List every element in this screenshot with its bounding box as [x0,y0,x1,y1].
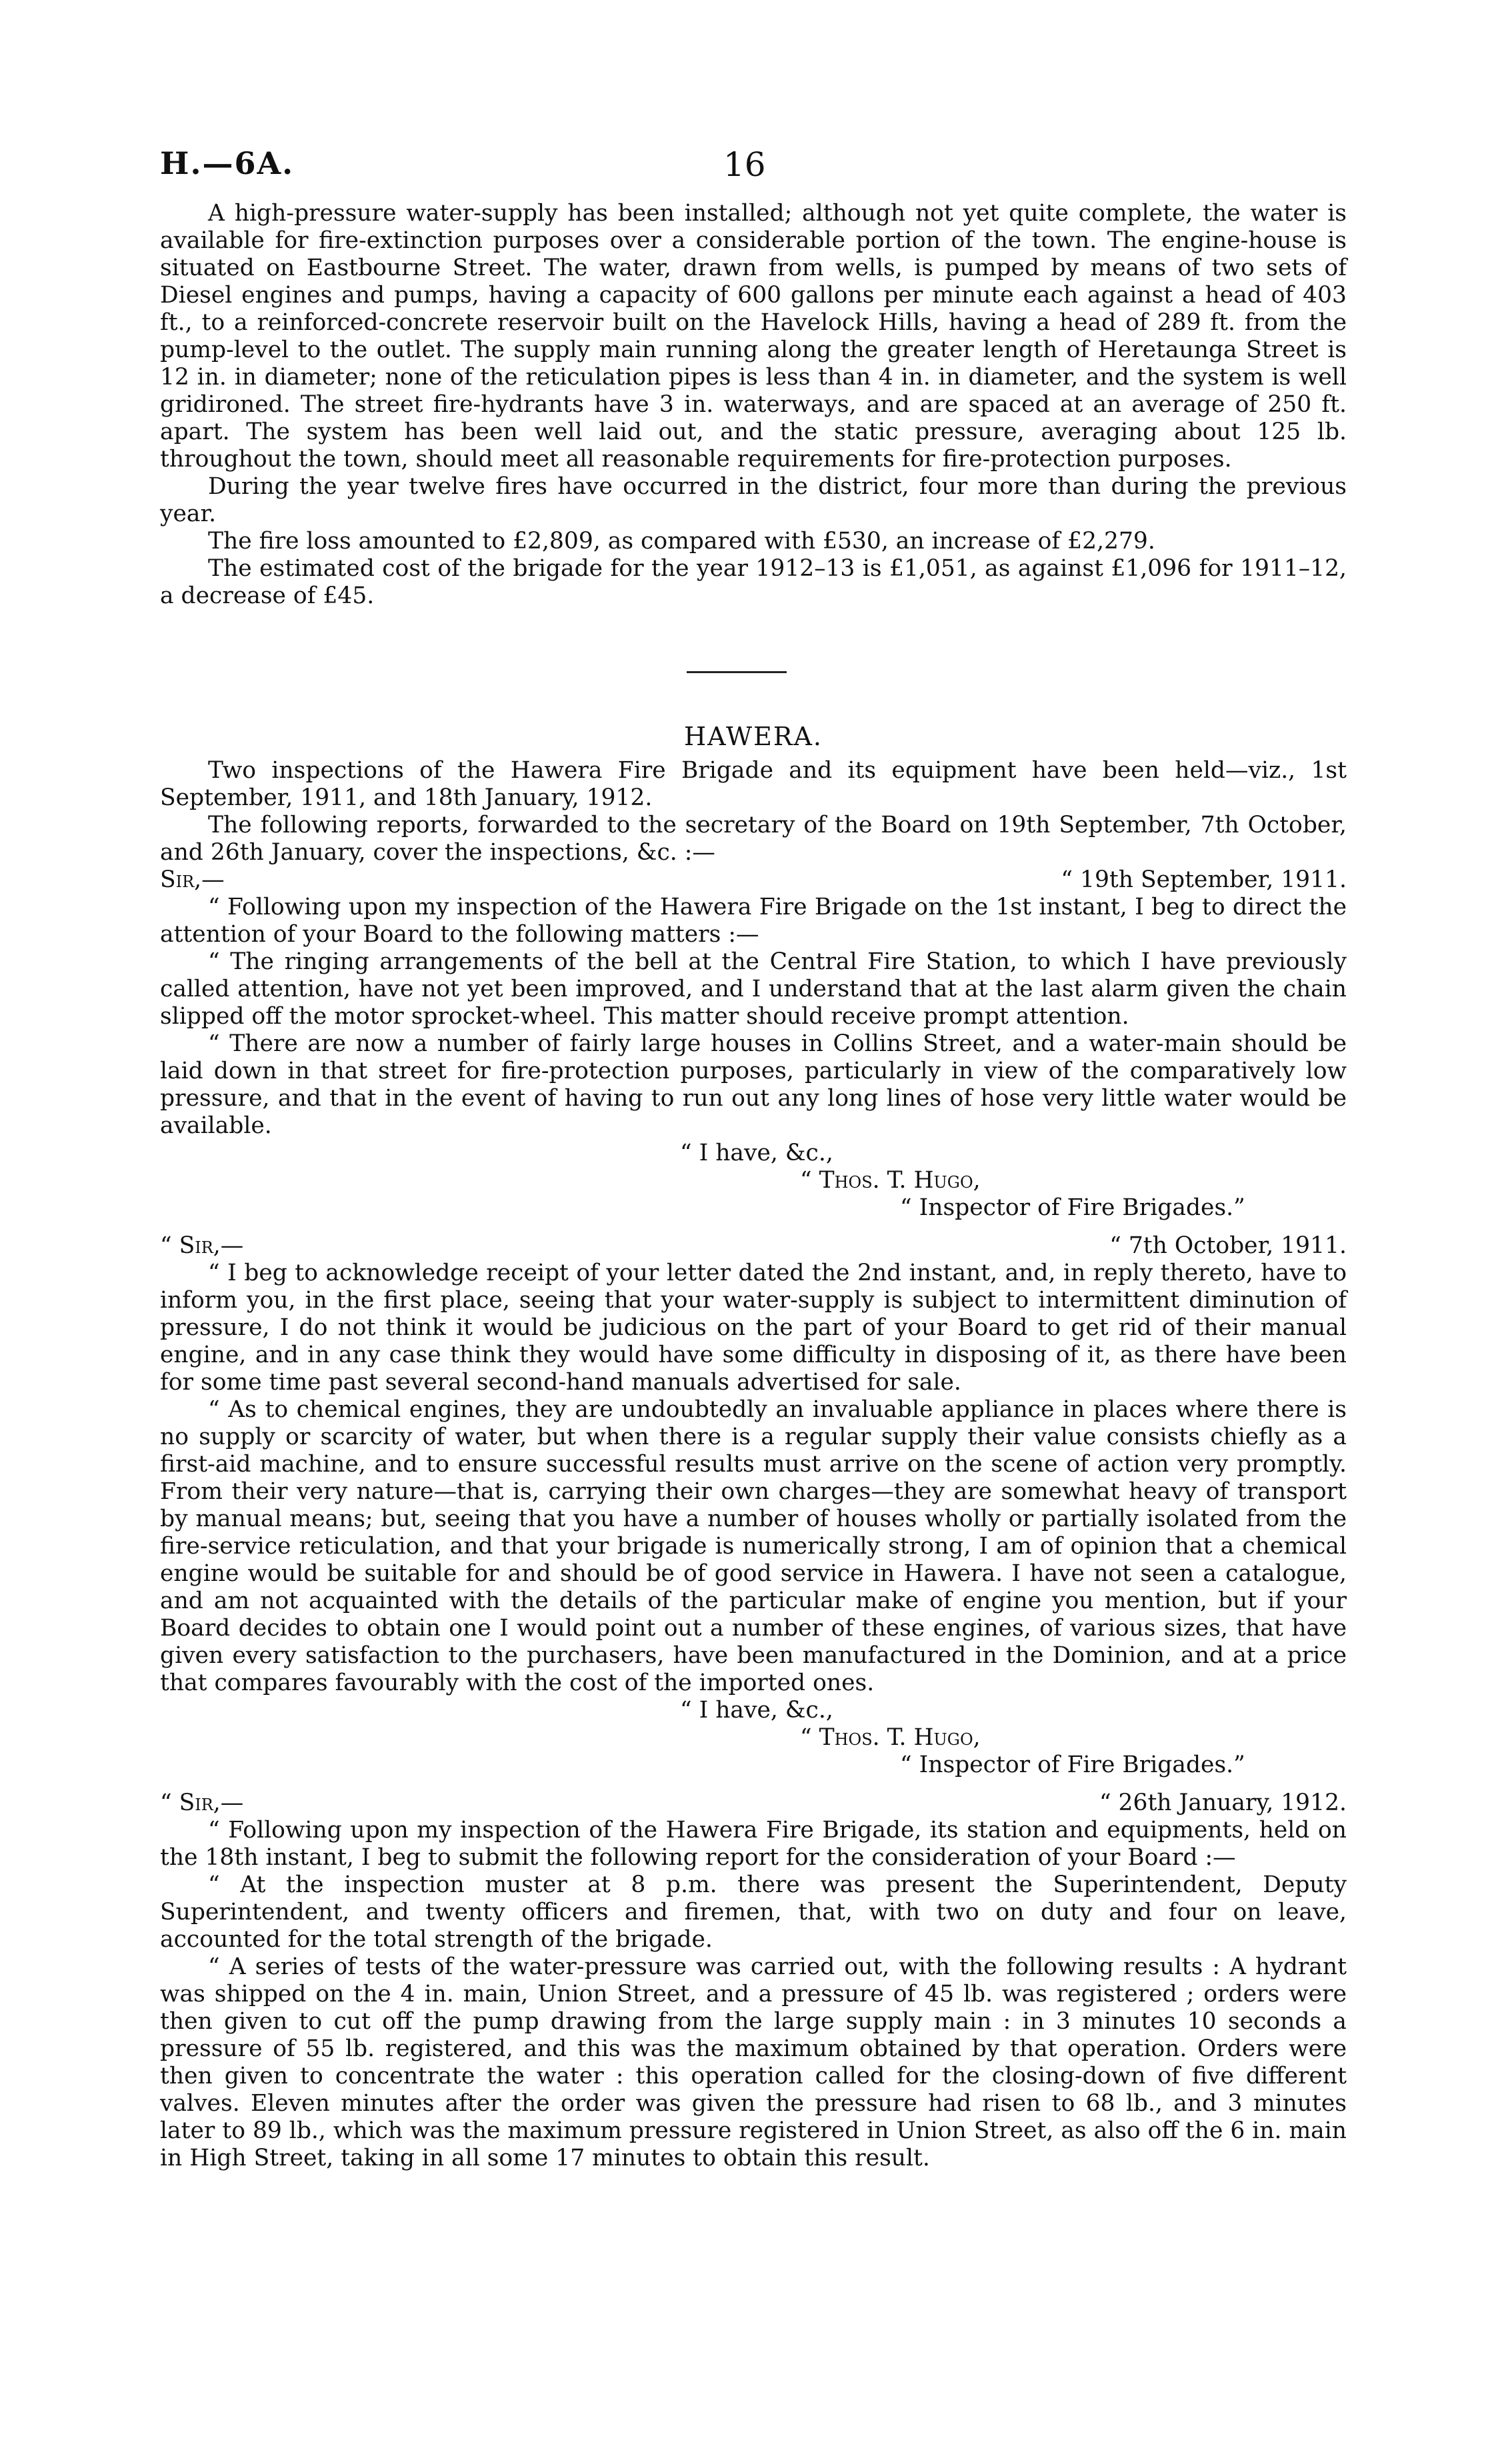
section-divider [687,671,787,673]
section-paragraph-1: Two inspections of the Hawera Fire Brigade and its equipment have been held—viz., 1st September, 1911, and 18th January, 1912. [160,757,1347,811]
intro-paragraph-3: The fire loss amounted to £2,809, as compared with £530, an increase of £2,279. [208,528,1155,555]
letter2-signatory: “ Thos. T. Hugo, [800,1724,981,1751]
intro-paragraph-1: A high-pressure water-supply has been installed; although not yet quite complete, the water is available for fire-extinction purposes over a considerable portion of the town. The engine-house is situated on Eastbourne Street. The water, drawn from wells, is pumped by means of two sets of Diesel engines and pumps, having a capacity of 600 gallons per minute each against a head of 403 ft., to a reinforced-concrete reservoir built on the Havelock Hills, having a head of 289 ft. from the pump-level to the outlet. The supply main running along the greater length of Heretaunga Street is 12 in. in diameter; none of the reticulation pipes is less than 4 in. in diameter, and the system is well gridironed. The street fire-hydrants have 3 in. waterways, and are spaced at an average of 250 ft. apart. The system has been well laid out, and the static pressure, averaging about 125 lb. throughout the town, should meet all reasonable requirements for fire-protection purposes. [160,200,1347,473]
document-reference: H.—6A. [160,145,295,181]
letter3-salutation: “ Sir,— [160,1790,244,1816]
letter2-salutation: “ Sir,— [160,1232,244,1259]
letter2-paragraph-1: “ I beg to acknowledge receipt of your letter dated the 2nd instant, and, in reply thereto, have to inform you, in the first place, seeing that your water-supply is subject to intermittent diminution of pressure, I do not think it would be judicious on the part of your Board to get rid of their manual engine, and in any case think they would have some difficulty in disposing of it, as there have been for some time past several second-hand manuals advertised for sale. [160,1260,1347,1396]
letter2-header [160,1232,1347,1260]
letter3-date: “ 26th January, 1912. [1099,1790,1347,1816]
letter3-header [160,1790,1347,1817]
letter1-header [160,866,1347,894]
letter2-date: “ 7th October, 1911. [1109,1232,1347,1259]
letter1-salutation: Sir,— [160,866,225,893]
intro-paragraph-4: The estimated cost of the brigade for the year 1912–13 is £1,051, as against £1,096 for 1911–12, a decrease of £45. [160,555,1347,609]
letter1-paragraph-3: “ There are now a number of fairly large houses in Collins Street, and a water-main should be laid down in that street for fire-protection purposes, particularly in view of the comparatively low pressure, and that in the event of having to run out any long lines of hose very little water would be available. [160,1030,1347,1139]
section-paragraph-2: The following reports, forwarded to the secretary of the Board on 19th September, 7th October, and 26th January, cover the inspections, &c. :— [160,812,1347,866]
letter2-closing: “ I have, &c., [680,1697,833,1724]
letter2-paragraph-2: “ As to chemical engines, they are undoubtedly an invaluable appliance in places where there is no supply or scarcity of water, but when there is a regular supply their value consists chiefly as a first-aid machine, and to ensure successful results must arrive on the scene of action very promptly. From their very nature—that is, carrying their own charges—they are somewhat heavy of transport by manual means; but, seeing that you have a number of houses wholly or partially isolated from the fire-service reticulation, and that your brigade is numerically strong, I am of opinion that a chemical engine would be suitable for and should be of good service in Hawera. I have not seen a catalogue, and am not acquainted with the details of the particular make of engine you mention, but if your Board decides to obtain one I would point out a number of these engines, of various sizes, that have given every satisfaction to the purchasers, have been manufactured in the Dominion, and at a price that compares favourably with the cost of the imported ones. [160,1396,1347,1696]
page-number: 16 [723,145,766,184]
letter3-paragraph-1: “ Following upon my inspection of the Hawera Fire Brigade, its station and equipments, held on the 18th instant, I beg to submit the following report for the consideration of your Board :— [160,1817,1347,1871]
section-heading: HAWERA. [684,722,823,751]
letter1-paragraph-2: “ The ringing arrangements of the bell at the Central Fire Station, to which I have previously called attention, have not yet been improved, and I understand that at the last alarm given the chain slipped off the motor sprocket-wheel. This matter should receive prompt attention. [160,948,1347,1030]
letter1-paragraph-1: “ Following upon my inspection of the Hawera Fire Brigade on the 1st instant, I beg to direct the attention of your Board to the following matters :— [160,894,1347,948]
letter1-date: “ 19th September, 1911. [1061,866,1347,893]
letter3-paragraph-2: “ At the inspection muster at 8 p.m. there was present the Superintendent, Deputy Superintendent, and twenty officers and firemen, that, with two on duty and four on leave, accounted for the total strength of the brigade. [160,1871,1347,1953]
letter3-paragraph-3: “ A series of tests of the water-pressure was carried out, with the following results : A hydrant was shipped on the 4 in. main, Union Street, and a pressure of 45 lb. was registered ; orders were then given to cut off the pump drawing from the large supply main : in 3 minutes 10 seconds a pressure of 55 lb. registered, and this was the maximum obtained by that operation. Orders were then given to concentrate the water : this operation called for the closing-down of five different valves. Eleven minutes after the order was given the pressure had risen to 68 lb., and 3 minutes later to 89 lb., which was the maximum pressure registered in Union Street, as also off the 6 in. main in High Street, taking in all some 17 minutes to obtain this result. [160,1953,1347,2171]
intro-paragraph-2: During the year twelve fires have occurred in the district, four more than during the previous year. [160,473,1347,527]
letter1-signatory: “ Thos. T. Hugo, [800,1167,981,1194]
letter1-closing: “ I have, &c., [680,1140,833,1166]
intro-section [160,200,1347,610]
hawera-section [160,723,1347,2172]
letter2-signatory-title: “ Inspector of Fire Brigades.” [900,1752,1245,1778]
letter1-signatory-title: “ Inspector of Fire Brigades.” [900,1194,1245,1221]
